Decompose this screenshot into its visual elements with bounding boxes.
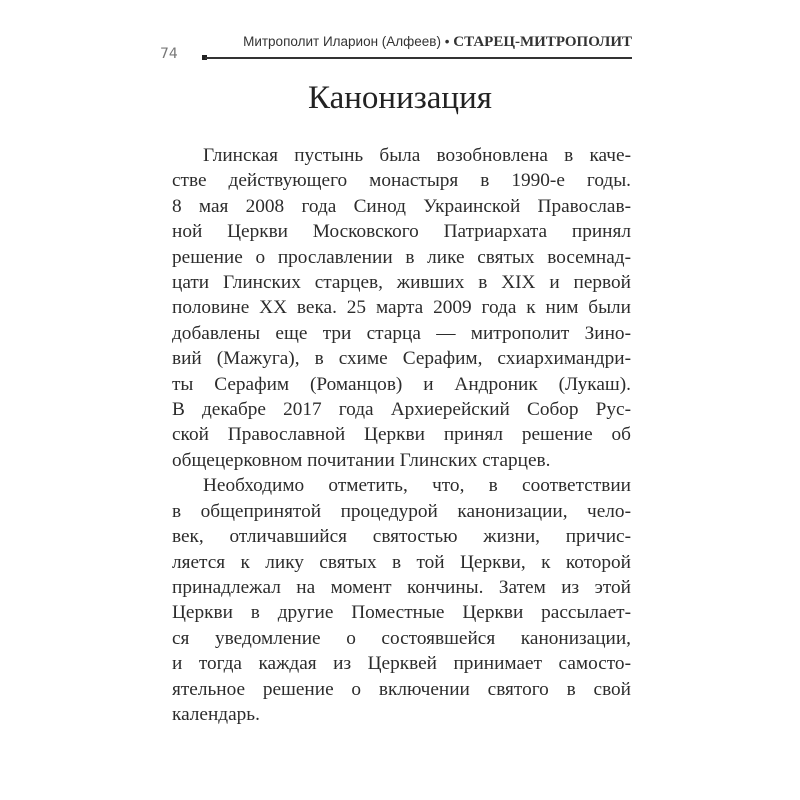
text-line: ской Православной Церкви принял решение об <box>172 424 631 446</box>
text-line: решение о прославлении в лике святых восемнад- <box>172 246 631 268</box>
running-header-author: Митрополит Иларион (Алфеев) <box>243 34 441 49</box>
text-line: ся уведомление о состоявшейся канонизации, <box>172 627 631 649</box>
text-line: половине XX века. 25 марта 2009 года к ним были <box>172 297 631 319</box>
text-line: век, отличавшийся святостью жизни, причис- <box>172 526 631 548</box>
paragraph <box>172 473 631 727</box>
text-line: Церкви в другие Поместные Церкви рассылает- <box>172 602 631 624</box>
text-line: ятельное решение о включении святого в свой <box>172 678 631 700</box>
text-line: календарь. <box>172 703 260 725</box>
text-line: Необходимо отметить, что, в соответствии <box>203 475 631 497</box>
text-line: добавлены еще три старца — митрополит Зино- <box>172 322 631 344</box>
text-line: 8 мая 2008 года Синод Украинской Православ- <box>172 195 631 217</box>
text-line: Глинская пустынь была возобновлена в каче- <box>203 145 631 166</box>
text-line: ной Церкви Московского Патриархата принял <box>172 221 631 243</box>
chapter-title: Канонизация <box>308 80 492 116</box>
text-line: ляется к лику святых в той Церкви, к которой <box>172 551 631 573</box>
text-line: принадлежал на момент кончины. Затем из этой <box>172 576 631 598</box>
text-line: и тогда каждая из Церквей принимает самосто- <box>172 653 631 675</box>
text-line: В декабре 2017 года Архиерейский Собор Рус- <box>172 399 631 421</box>
text-line: в общепринятой процедурой канонизации, чело- <box>172 500 631 522</box>
text-line: цати Глинских старцев, живших в XIX и первой <box>172 272 631 294</box>
paragraph <box>172 143 631 473</box>
text-line: вий (Мажуга), в схиме Серафим, схиархимандри- <box>172 348 631 370</box>
header-rule <box>205 57 632 59</box>
running-header <box>243 34 632 51</box>
text-line: ты Серафим (Романцов) и Андроник (Лукаш). <box>172 373 631 395</box>
page-number: 74 <box>160 46 178 62</box>
running-header-book-title: СТАРЕЦ-МИТРОПОЛИТ <box>453 34 632 50</box>
running-header-separator: • <box>444 34 450 49</box>
body-text <box>172 143 631 727</box>
text-line: стве действующего монастыря в 1990-е годы. <box>172 170 631 192</box>
text-line: общецерковном почитании Глинских старцев. <box>172 449 551 471</box>
